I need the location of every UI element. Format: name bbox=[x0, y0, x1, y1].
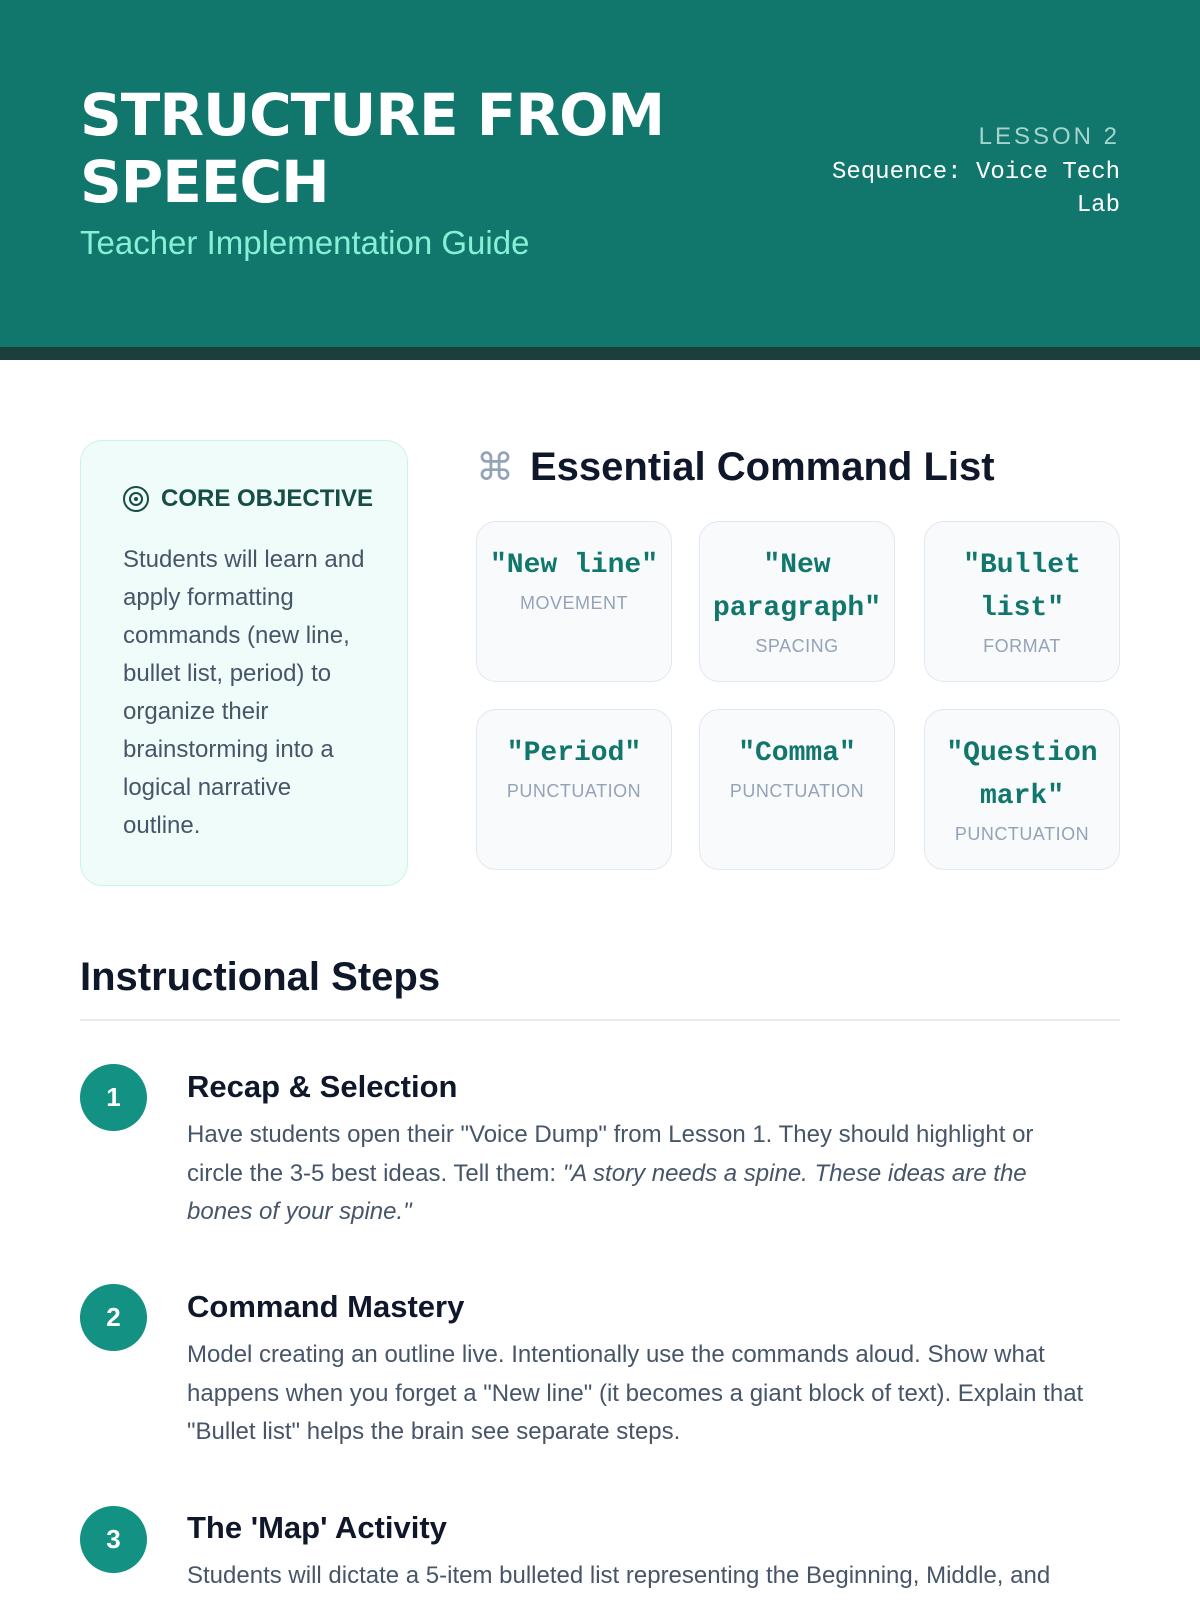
header-divider bbox=[0, 347, 1200, 360]
steps-heading: Instructional Steps bbox=[80, 955, 441, 999]
step-number-badge: 2 bbox=[80, 1284, 147, 1351]
command-category: SPACING bbox=[755, 636, 839, 656]
page-title: STRUCTURE FROM SPEECH bbox=[80, 81, 665, 216]
command-word: "Period" bbox=[506, 738, 642, 769]
step-number-badge: 3 bbox=[80, 1506, 147, 1573]
command-word: "Bullet list" bbox=[963, 550, 1081, 624]
page-subtitle: Teacher Implementation Guide bbox=[80, 224, 530, 261]
objective-heading bbox=[123, 485, 373, 513]
step-body: Model creating an outline live. Intentionally use the commands aloud. Show what happens when you forget a "New line" (it becomes a giant block of text). Explain that "Bullet list" helps the brain see separate steps. bbox=[187, 1341, 1084, 1445]
step-title: Command Mastery bbox=[187, 1289, 465, 1324]
objective-label: CORE OBJECTIVE bbox=[161, 485, 374, 512]
command-card bbox=[924, 709, 1120, 870]
step-body bbox=[187, 1116, 1087, 1232]
command-card bbox=[699, 521, 895, 682]
command-card bbox=[476, 521, 672, 682]
step-number-badge: 1 bbox=[80, 1064, 147, 1131]
objective-text: Students will learn and apply formatting commands (new line, bullet list, period) to organize their brainstorming into a logical narrative outline. bbox=[123, 546, 365, 839]
command-word: "New line" bbox=[489, 550, 659, 581]
command-word: "Comma" bbox=[738, 738, 856, 769]
step-body: Students will dictate a 5-item bulleted list representing the Beginning, Middle, and bbox=[187, 1562, 1051, 1589]
command-card bbox=[924, 521, 1120, 682]
step-quote: "A story needs a spine. These ideas are the bones of your spine." bbox=[187, 1159, 1027, 1225]
command-category: MOVEMENT bbox=[519, 593, 628, 613]
sequence-label: Sequence: Voice Tech Lab bbox=[831, 159, 1120, 219]
command-word: "Question mark" bbox=[946, 738, 1098, 812]
lesson-label: LESSON 2 bbox=[978, 123, 1120, 150]
command-card bbox=[476, 709, 672, 870]
command-category: PUNCTUATION bbox=[954, 824, 1090, 844]
command-list-title: Essential Command List bbox=[530, 445, 995, 489]
target-icon bbox=[123, 486, 149, 512]
command-card bbox=[699, 709, 895, 870]
command-key-icon: ⌘ bbox=[476, 445, 514, 489]
command-category: PUNCTUATION bbox=[506, 781, 642, 801]
command-category: FORMAT bbox=[983, 636, 1061, 656]
command-word: "New paragraph" bbox=[712, 550, 882, 624]
header-banner bbox=[0, 0, 1200, 347]
step-title: The 'Map' Activity bbox=[187, 1510, 447, 1545]
command-list-heading bbox=[476, 443, 995, 491]
core-objective-card bbox=[80, 440, 408, 886]
command-category: PUNCTUATION bbox=[729, 781, 865, 801]
steps-divider bbox=[80, 1019, 1120, 1021]
step-body-text: Have students open their "Voice Dump" from Lesson 1. They should highlight or circle the 3-5 best ideas. Tell them: bbox=[187, 1121, 1034, 1187]
step-title: Recap & Selection bbox=[187, 1069, 458, 1104]
